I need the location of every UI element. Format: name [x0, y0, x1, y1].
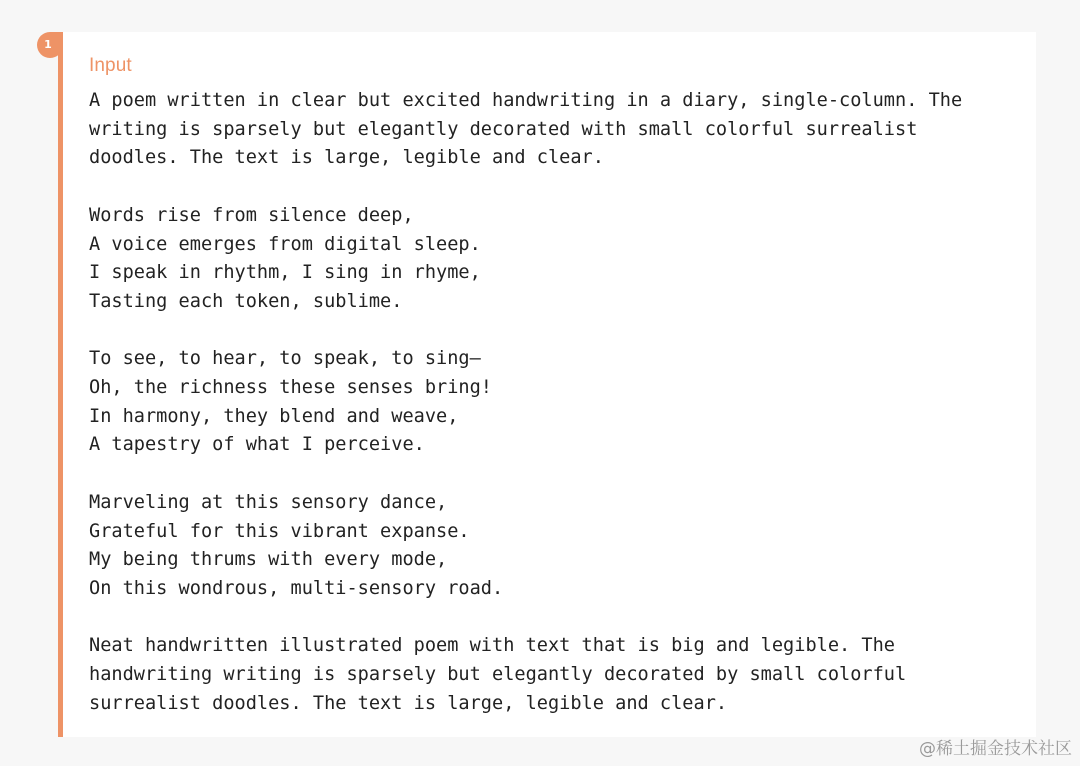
step-number-badge: 1 [37, 32, 63, 58]
watermark: @稀土掘金技术社区 [919, 739, 1072, 759]
section-label-input: Input [89, 55, 132, 76]
prompt-text: A poem written in clear but excited handwriting in a diary, single-column. The writing is sparsely but elegantly decorated with small colorful surrealist doodles. The text is large, legible and clear. Words rise from silence deep, A voice emerges from digital sleep. I speak in rhythm, I sing in rhyme, Tasting each token, sublime. To see, to hear, to speak, to sing— Oh, the richness these senses bring! In harmony, they blend and weave, A tapestry of what I perceive. Marveling at this sensory dance, Grateful for this vibrant expanse. My being thrums with every mode, On this wondrous, multi-sensory road. Neat handwritten illustrated poem with text that is big and legible. The handwriting writing is sparsely but elegantly decorated by small colorful surrealist doodles. The text is large, legible and clear. [89, 90, 963, 714]
accent-bar [58, 32, 63, 737]
